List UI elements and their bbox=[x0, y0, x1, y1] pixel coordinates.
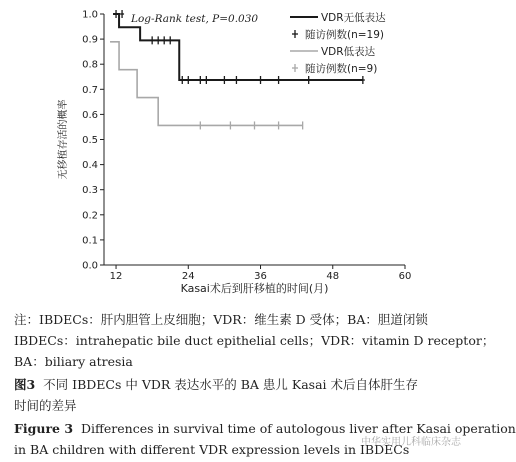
censor-mark bbox=[222, 76, 226, 84]
y-tick-label: 0.2 bbox=[82, 210, 98, 222]
censor-mark bbox=[198, 76, 202, 84]
x-tick-label: 12 bbox=[109, 271, 123, 282]
y-tick-label: 0.4 bbox=[82, 160, 98, 172]
y-tick-label: 0.8 bbox=[82, 59, 98, 71]
figure-cn-text: 不同 IBDECs 中 VDR 表达水平的 BA 患儿 Kasai 术后自体肝生存 bbox=[43, 377, 419, 392]
censor-mark bbox=[307, 76, 311, 84]
censor-mark bbox=[259, 76, 263, 84]
y-tick-label: 1.0 bbox=[82, 9, 98, 21]
x-tick-label: 24 bbox=[181, 271, 195, 282]
figure-caption-cn bbox=[14, 375, 464, 394]
y-tick-label: 0.7 bbox=[82, 84, 98, 96]
journal-watermark: 中华实用儿科临床杂志 bbox=[361, 437, 461, 448]
figure-en-text: Differences in survival time of autologous liver after Kasai operation bbox=[81, 421, 516, 436]
x-axis-label: Kasai术后到肝移植的时间(月) bbox=[180, 282, 329, 295]
x-tick-label: 36 bbox=[254, 271, 267, 282]
censor-mark bbox=[156, 36, 160, 44]
y-tick-label: 0.9 bbox=[82, 34, 98, 46]
censor-mark bbox=[186, 76, 190, 84]
legend-censor-label-1: 随访例数(n=19) bbox=[305, 29, 385, 41]
logrank-annotation: Log-Rank test, P=0.030 bbox=[131, 13, 259, 25]
note-line-2: IBDECs：intrahepatic bile duct epithelial cells；VDR：vitamin D receptor； bbox=[14, 333, 495, 348]
note-line-1: 注：IBDECs：肝内胆管上皮细胞；VDR：维生素 D 受体；BA：胆道闭锁 bbox=[14, 312, 428, 327]
legend-label-2: VDR低表达 bbox=[321, 46, 376, 58]
censor-mark bbox=[150, 36, 154, 44]
censor-mark bbox=[277, 76, 281, 84]
y-tick-label: 0.6 bbox=[82, 109, 98, 121]
figure-cn-label: 图3 bbox=[14, 377, 36, 392]
censor-mark bbox=[162, 36, 166, 44]
legend-label-1: VDR无低表达 bbox=[321, 12, 386, 24]
censor-mark bbox=[234, 76, 238, 84]
censor-mark bbox=[120, 10, 124, 18]
censor-mark bbox=[180, 76, 184, 84]
legend-censor-label-2: 随访例数(n=9) bbox=[305, 63, 378, 75]
figure-en-label: Figure 3 bbox=[14, 421, 74, 436]
y-tick-label: 0.0 bbox=[82, 260, 98, 272]
y-tick-label: 0.5 bbox=[82, 135, 98, 146]
y-tick-label: 0.3 bbox=[82, 185, 98, 197]
y-tick-label: 0.1 bbox=[82, 235, 98, 247]
figure-caption-en-2: in BA children with different VDR expression levels in IBDECs bbox=[14, 442, 410, 457]
censor-mark bbox=[204, 76, 208, 84]
x-tick-label: 48 bbox=[326, 271, 340, 282]
censor-mark bbox=[168, 36, 172, 44]
censor-mark bbox=[114, 10, 118, 18]
note-line-3: BA：biliary atresia bbox=[14, 354, 133, 369]
censor-mark bbox=[361, 76, 365, 84]
y-axis-label: 无移植存活的概率 bbox=[58, 99, 69, 180]
x-tick-label: 60 bbox=[398, 271, 412, 282]
figure-caption-cn-2: 时间的差异 bbox=[14, 398, 77, 413]
